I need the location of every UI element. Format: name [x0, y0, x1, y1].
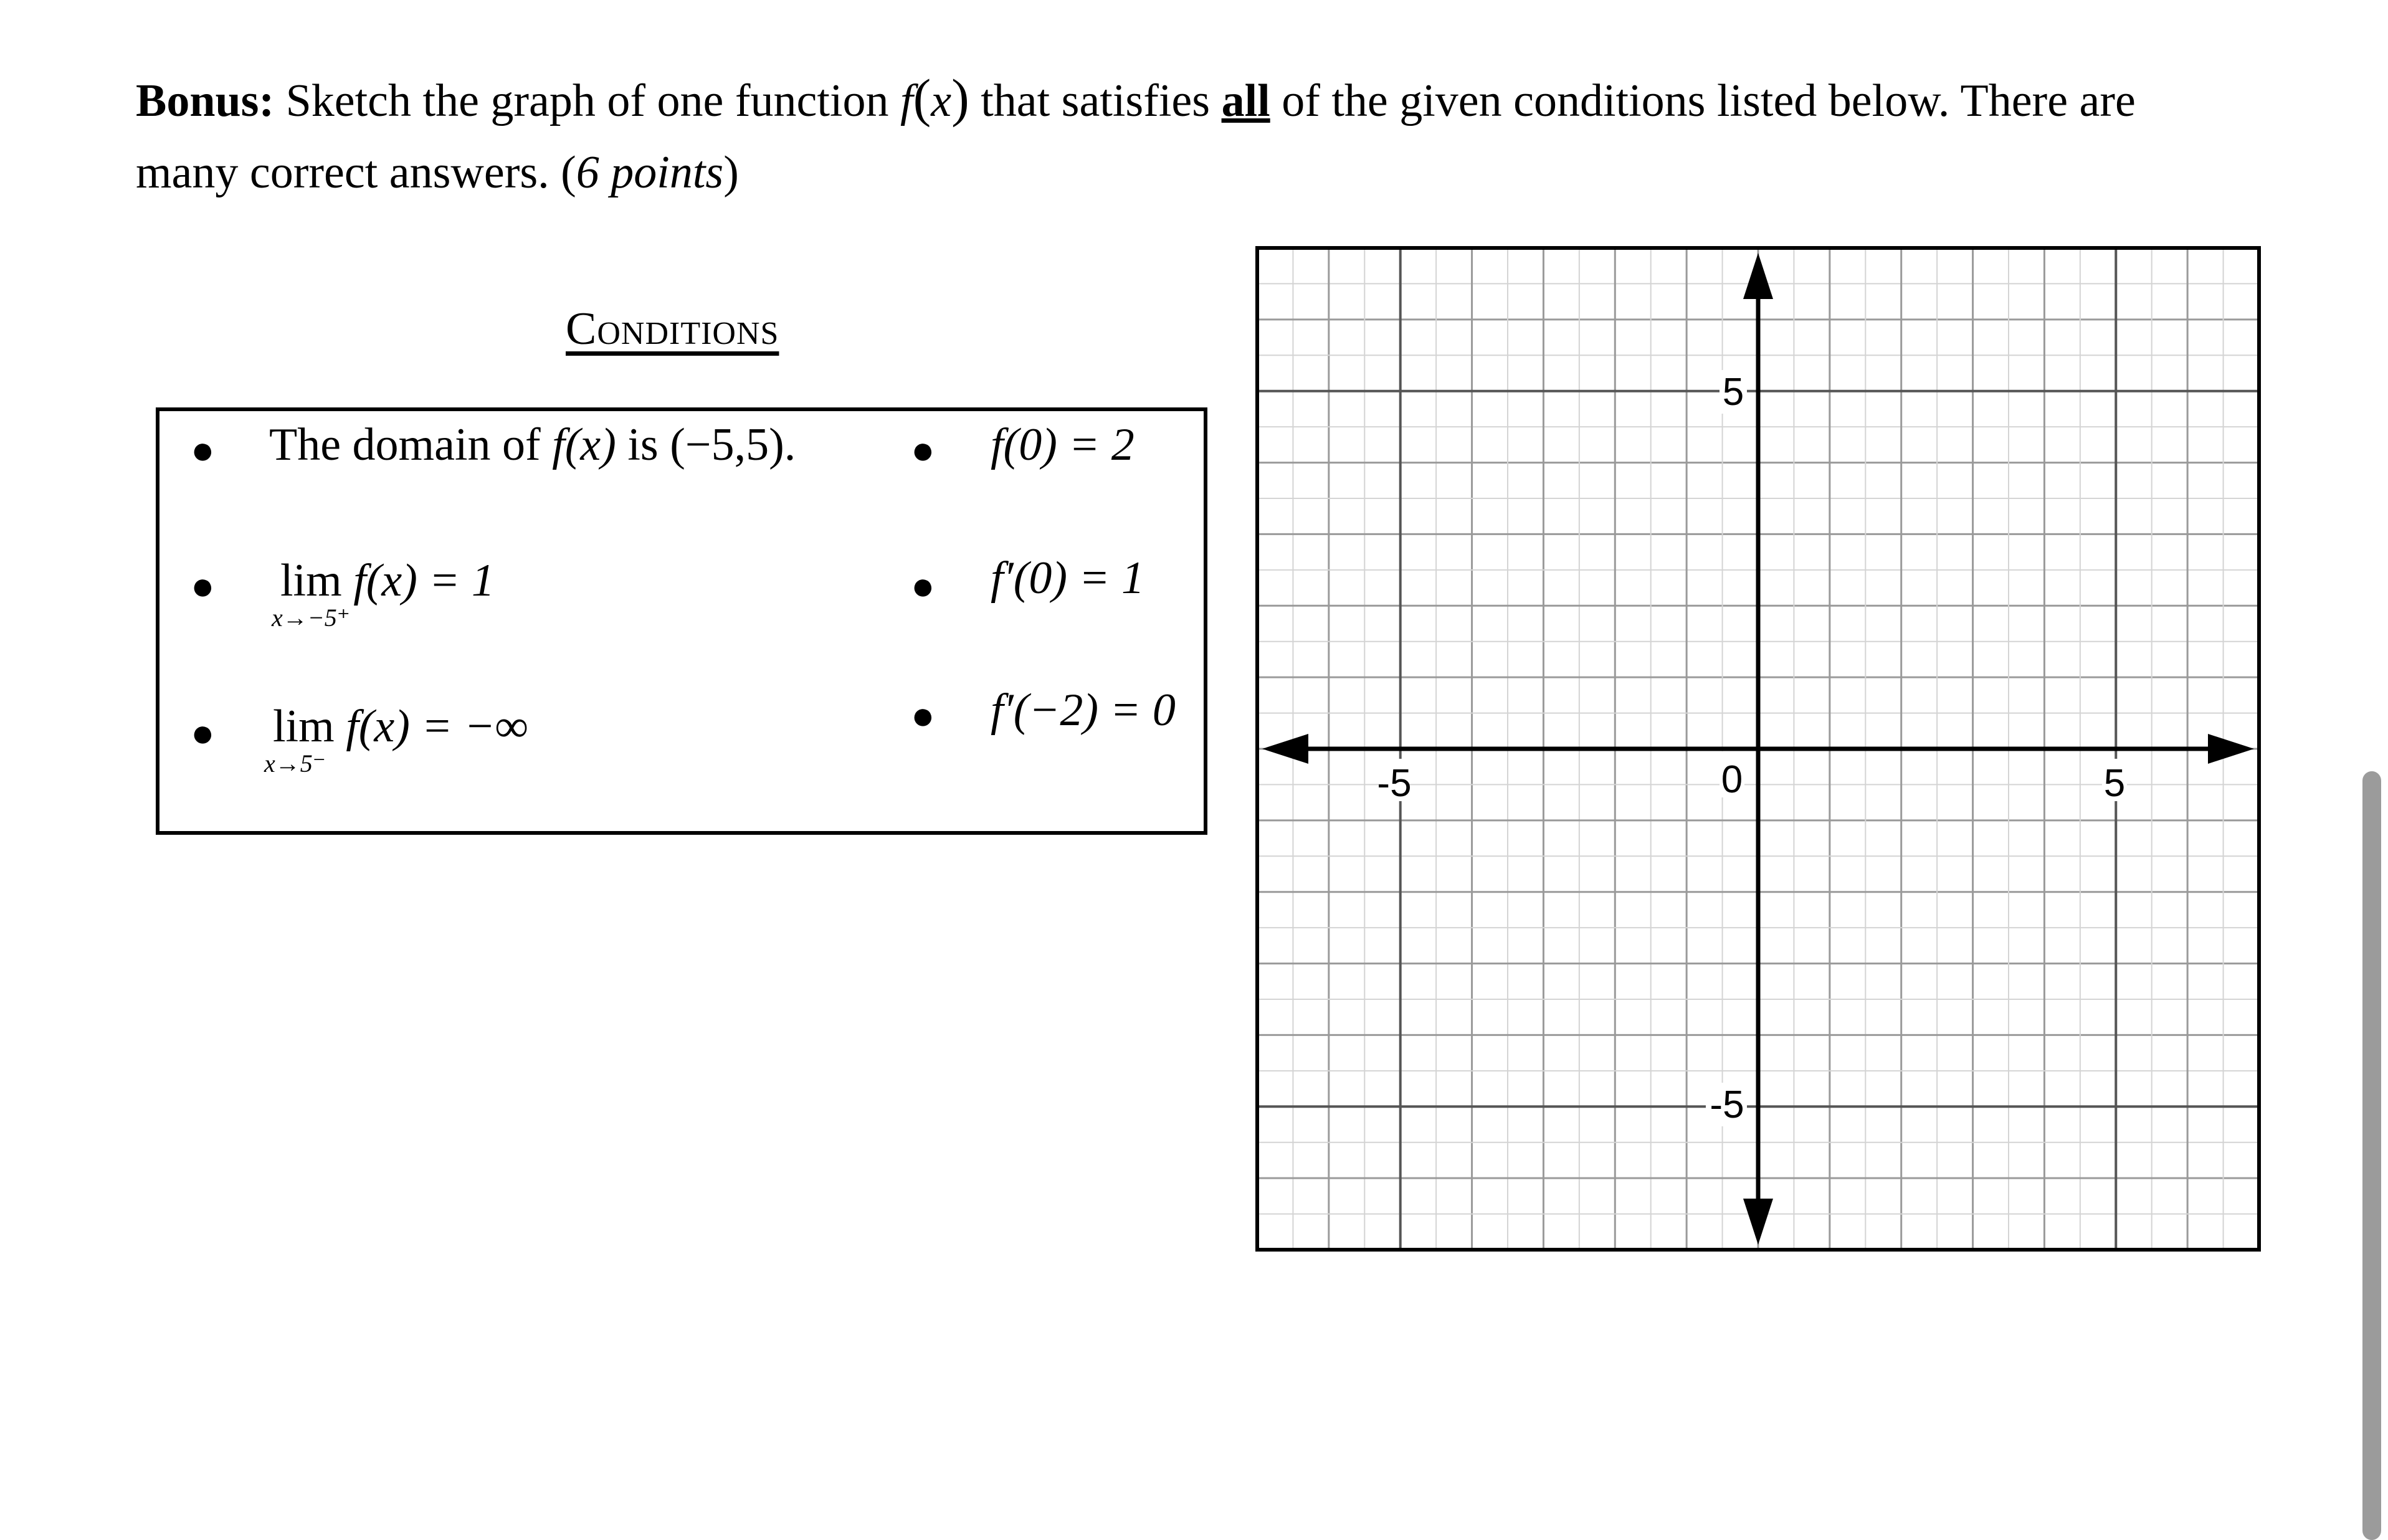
condition-f-at-0: f(0) = 2: [991, 419, 1135, 470]
tick-label-x-5: 5: [2103, 762, 2126, 805]
condition-fprime-neg2: f′(−2) = 0: [991, 685, 1176, 736]
condition-fprime-0: f′(0) = 1: [991, 553, 1144, 604]
vertical-scrollbar[interactable]: [2362, 771, 2381, 1540]
points-text: 6 points: [576, 147, 724, 198]
bullet-icon: ●: [191, 428, 215, 472]
arrow-up-icon: [1743, 253, 1773, 299]
bullet-icon: ●: [911, 564, 935, 608]
arrow-down-icon: [1743, 1199, 1773, 1245]
limit-subscript: x→−5⁺: [272, 604, 350, 632]
prompt-text-2: that satisfies: [981, 75, 1211, 126]
all-emphasis: all: [1221, 75, 1270, 126]
prompt-text-4: many correct answers. (: [136, 147, 576, 198]
prompt-text-3: of the given conditions listed below. There are: [1282, 75, 2136, 126]
condition-domain: The domain of f(x) is (−5,5).: [269, 419, 796, 470]
tick-label-y-5: 5: [1722, 371, 1744, 414]
bullet-icon: ●: [191, 564, 215, 608]
bullet-icon: ●: [911, 693, 935, 738]
arrow-left-icon: [1262, 734, 1308, 764]
bonus-label: Bonus:: [136, 75, 275, 126]
prompt-text-1: Sketch the graph of one function: [285, 75, 889, 126]
condition-limit-left: lim x→5⁻ f(x) = −∞: [264, 701, 528, 777]
tick-label-y-neg5: -5: [1710, 1083, 1744, 1126]
arrow-right-icon: [2208, 734, 2254, 764]
limit-subscript: x→5⁻: [264, 749, 326, 777]
condition-limit-right: lim x→−5⁺ f(x) = 1: [272, 555, 495, 632]
conditions-title: Conditions: [566, 303, 779, 354]
function-notation: f(x): [900, 68, 969, 128]
tick-label-origin: 0: [1721, 758, 1743, 801]
bullet-icon: ●: [911, 428, 935, 472]
tick-label-x-neg5: -5: [1377, 762, 1412, 805]
bullet-icon: ●: [191, 711, 215, 755]
question-prompt: Bonus: Sketch the graph of one function f(x) that satisfies all of the given conditions listed below. There are many correct answers. (6 points): [136, 68, 2136, 198]
